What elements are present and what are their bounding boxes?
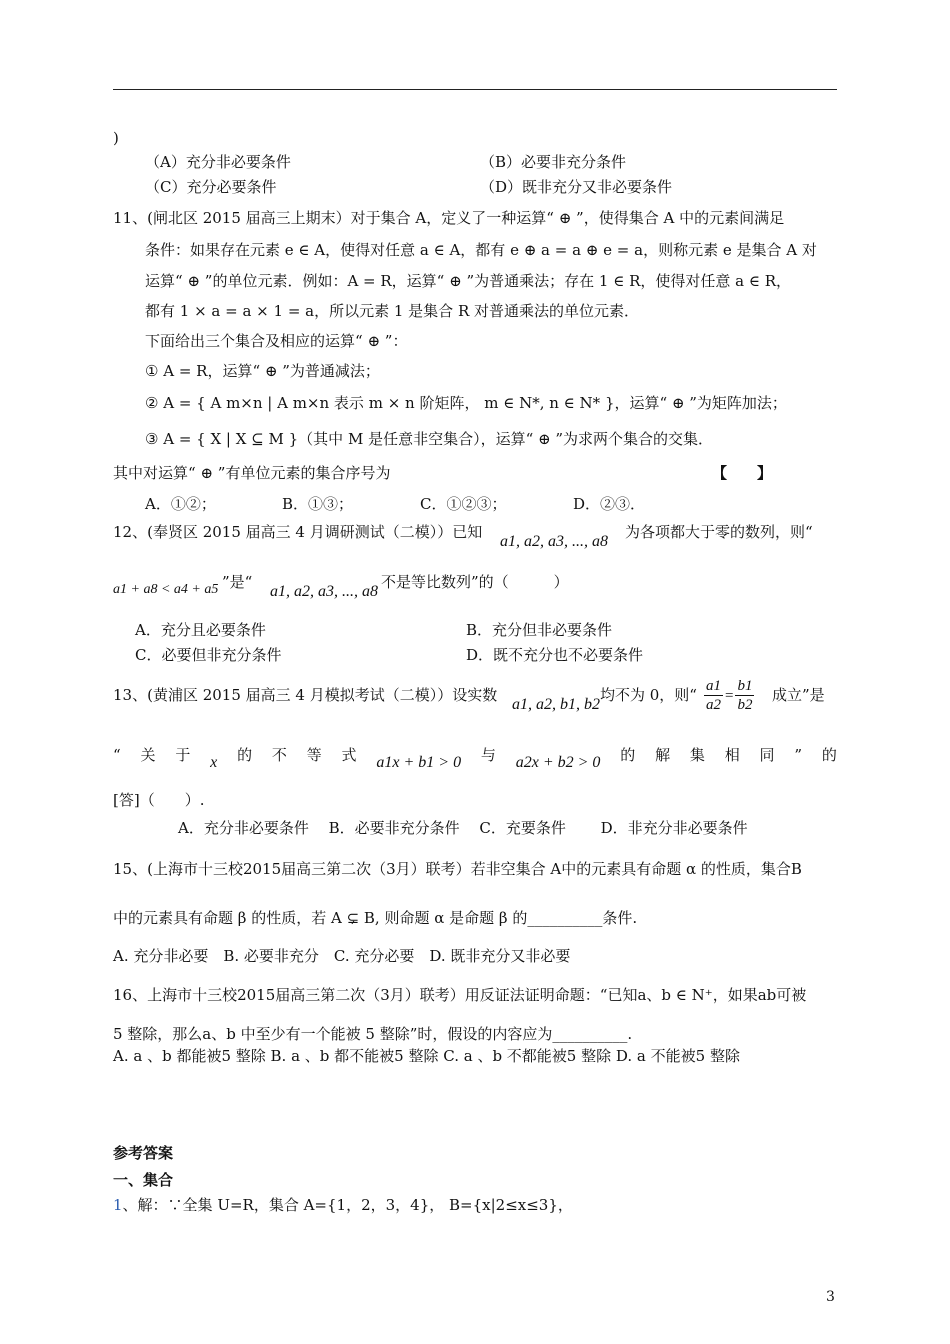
q12-inequality: a1 + a8 < a4 + a5	[113, 582, 219, 597]
answer-1	[113, 1195, 573, 1215]
q13-fraction-right	[735, 677, 754, 714]
q13-w8: a1x + b1 > 0	[376, 754, 462, 771]
q11-option-b: B．①③；	[282, 495, 354, 513]
q16-line-2: 5 整除，那么a、b 中至少有一个能被 5 整除”时，假设的内容应为__________.	[113, 1025, 633, 1043]
q13-w10: a2x + b2 > 0	[515, 754, 601, 771]
q13-w1: 关	[140, 746, 156, 764]
q13-w16: ”	[794, 746, 803, 764]
q10-option-a: （A）充分非必要条件	[145, 153, 291, 171]
q11-item-1: ① A = R，运算“ ⊕ ”为普通减法；	[145, 362, 380, 380]
q13-frac-left-den: a2	[706, 697, 721, 713]
q11-line-5: 下面给出三个集合及相应的运算“ ⊕ ”：	[145, 332, 408, 350]
q13-w17: 的	[821, 746, 837, 764]
q12-line-1b: 为各项都大于零的数列，则“	[625, 523, 813, 541]
q13-line-1c: 成立”是	[772, 686, 825, 704]
q13-w14: 相	[724, 746, 740, 764]
answer-1-number: 1	[113, 1196, 123, 1214]
q13-w2: 于	[175, 746, 191, 764]
q11-line-3: 运算“ ⊕ ”的单位元素．例如：A = R，运算“ ⊕ ”为普通乘法；存在 1 ∈ R，使得对任意 a ∈ R，	[145, 272, 792, 290]
q13-w4: 的	[237, 746, 253, 764]
q11-item-3: ③ A = { X | X ⊆ M }（其中 M 是任意非空集合），运算“ ⊕ ”为求两个集合的交集．	[145, 430, 714, 448]
q13-w15: 同	[759, 746, 775, 764]
q12-line-2a: ”是“	[222, 573, 253, 591]
q13-w3: x	[210, 754, 218, 771]
q11-option-a: A．①②；	[145, 495, 216, 513]
q13-w12: 解	[655, 746, 671, 764]
answer-1-text: 、解：∵全集 U=R，集合 A={1，2，3，4}， B={x|2≤x≤3}，	[122, 1196, 573, 1214]
q12-sequence-2: a1, a2, a3, ..., a8	[270, 583, 378, 600]
q13-answer-line: [答]（ ）.	[113, 791, 205, 809]
answers-title: 参考答案	[113, 1144, 174, 1162]
q13-w11: 的	[620, 746, 636, 764]
closing-paren: )	[113, 129, 119, 147]
q12-sequence: a1, a2, a3, ..., a8	[500, 533, 608, 550]
q11-line-2: 条件：如果存在元素 e ∈ A，使得对任意 a ∈ A，都有 e ⊕ a = a ⊕ e = a，则称元素 e 是集合 A 对	[145, 241, 817, 259]
q11-question: 其中对运算“ ⊕ ”有单位元素的集合序号为	[113, 464, 391, 482]
q15-line-2: 中的元素具有命题 β 的性质，若 A ⊊ B, 则命题 α 是命题 β 的__________条件.	[113, 909, 638, 927]
q11-line-4: 都有 1 × a = a × 1 = a，所以元素 1 是集合 R 对普通乘法的单位元素．	[145, 302, 640, 320]
q11-option-c: C．①②③；	[420, 495, 507, 513]
q12-line-2b: 不是等比数列”的（ ）	[381, 573, 569, 591]
q13-w7: 式	[341, 746, 357, 764]
q11-item-2: ② A = { A m×n | A m×n 表示 m × n 阶矩阵， m ∈ N*, n ∈ N* }，运算“ ⊕ ”为矩阵加法；	[145, 394, 787, 412]
q13-fraction-left	[704, 677, 723, 714]
q13-ratio	[704, 677, 754, 714]
q12-line-1a: 12、(奉贤区 2015 届高三 4 月调研测试（二模））已知	[113, 523, 483, 541]
equals-sign: =	[725, 687, 734, 704]
q12-option-a: A．充分且必要条件	[135, 621, 266, 639]
q12-option-b: B．充分但非必要条件	[466, 621, 613, 639]
q13-frac-right-num: b1	[737, 678, 753, 694]
q12-option-d: D．既不充分也不必要条件	[466, 646, 644, 664]
q16-options: A. a 、b 都能被5 整除 B. a 、b 都不能被5 整除 C. a 、b 不都能被5 整除 D. a 不能被5 整除	[113, 1047, 740, 1065]
q13-options: A．充分非必要条件 B．必要非充分条件 C．充要条件 D．非充分非必要条件	[178, 819, 748, 837]
page-number: 3	[826, 1289, 835, 1305]
answers-section-title: 一、集合	[113, 1171, 174, 1189]
q10-option-d: （D）既非充分又非必要条件	[480, 178, 673, 196]
q15-line-1: 15、(上海市十三校2015届高三第二次（3月）联考）若非空集合 A中的元素具有命题 α 的性质，集合B	[113, 860, 802, 878]
q16-line-1: 16、上海市十三校2015届高三第二次（3月）联考）用反证法证明命题：“已知a、b ∈ N⁺，如果ab可被	[113, 986, 807, 1004]
q13-line-1b: 均不为 0，则“	[600, 686, 697, 704]
q13-frac-right-den: b2	[737, 697, 753, 713]
q13-w9: 与	[480, 746, 496, 764]
q12-option-c: C．必要但非充分条件	[135, 646, 282, 664]
q13-w0: “	[113, 746, 121, 764]
q13-w6: 等	[306, 746, 322, 764]
q11-option-d: D．②③．	[573, 495, 646, 513]
q15-options: A. 充分非必要 B. 必要非充分 C. 充分必要 D. 既非充分又非必要	[113, 947, 571, 965]
q11-line-1: 11、(闸北区 2015 届高三上期末）对于集合 A，定义了一种运算“ ⊕ ”，使得集合 A 中的元素间满足	[113, 209, 785, 227]
q11-answer-bracket: 【 】	[712, 464, 773, 482]
q13-variables: a1, a2, b1, b2	[512, 696, 600, 713]
q13-w13: 集	[689, 746, 705, 764]
q13-frac-left-num: a1	[706, 678, 721, 694]
q13-w5: 不	[271, 746, 287, 764]
q13-line-2	[113, 745, 837, 771]
header-rule	[113, 89, 837, 90]
q10-option-c: （C）充分必要条件	[145, 178, 277, 196]
q13-line-1a: 13、(黄浦区 2015 届高三 4 月模拟考试（二模））设实数	[113, 686, 498, 704]
q10-option-b: （B）必要非充分条件	[480, 153, 627, 171]
